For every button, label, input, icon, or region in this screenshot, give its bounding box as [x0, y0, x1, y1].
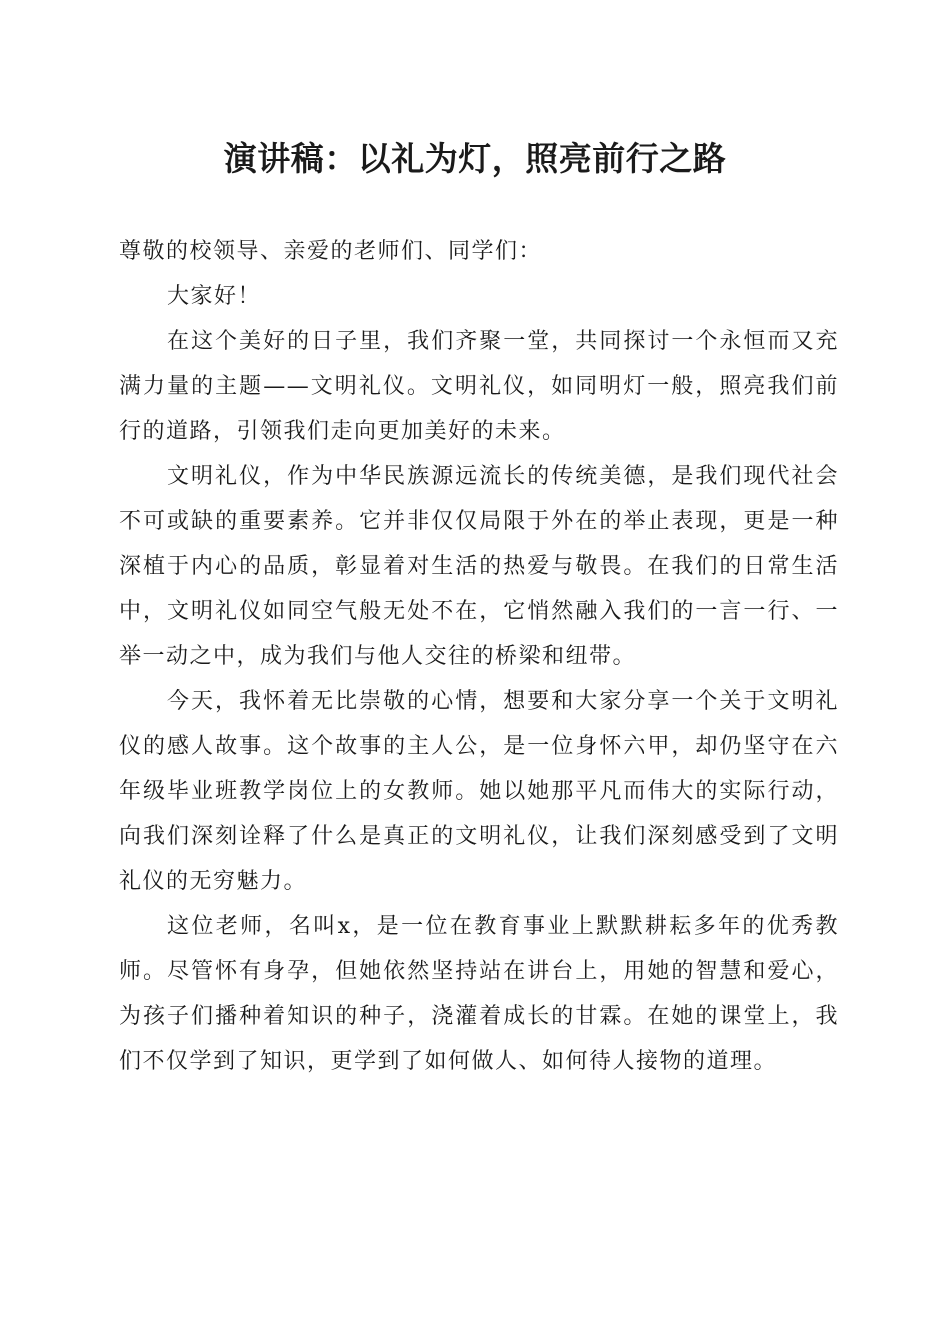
page-title: 演讲稿：以礼为灯，照亮前行之路 [223, 139, 727, 178]
salutation: 尊敬的校领导、亲爱的老师们、同学们： [119, 239, 543, 264]
paragraph-story: 今天，我怀着无比崇敬的心情，想要和大家分享一个关于文明礼仪的感人故事。这个故事的主人公，是一位身怀六甲，却仍坚守在六年级毕业班教学岗位上的女教师。她以她那平凡而伟大的实际行动，向我们深刻诠释了什么是真正的文明礼仪，让我们深刻感受到了文明礼仪的无穷魅力。 [119, 689, 839, 894]
paragraph-greeting: 大家好！ [167, 284, 262, 309]
speech-body [119, 229, 839, 1084]
paragraph-intro: 在这个美好的日子里，我们齐聚一堂，共同探讨一个永恒而又充满力量的主题——文明礼仪。文明礼仪，如同明灯一般，照亮我们前行的道路，引领我们走向更加美好的未来。 [119, 329, 839, 444]
paragraph-tradition: 文明礼仪，作为中华民族源远流长的传统美德，是我们现代社会不可或缺的重要素养。它并非仅仅局限于外在的举止表现，更是一种深植于内心的品质，彰显着对生活的热爱与敬畏。在我们的日常生活中，文明礼仪如同空气般无处不在，它悄然融入我们的一言一行、一举一动之中，成为我们与他人交往的桥梁和纽带。 [119, 464, 839, 669]
paragraph-teacher: 这位老师，名叫x，是一位在教育事业上默默耕耘多年的优秀教师。尽管怀有身孕，但她依然坚持站在讲台上，用她的智慧和爱心，为孩子们播种着知识的种子，浇灌着成长的甘霖。在她的课堂上，我们不仅学到了知识，更学到了如何做人、如何待人接物的道理。 [119, 914, 839, 1074]
